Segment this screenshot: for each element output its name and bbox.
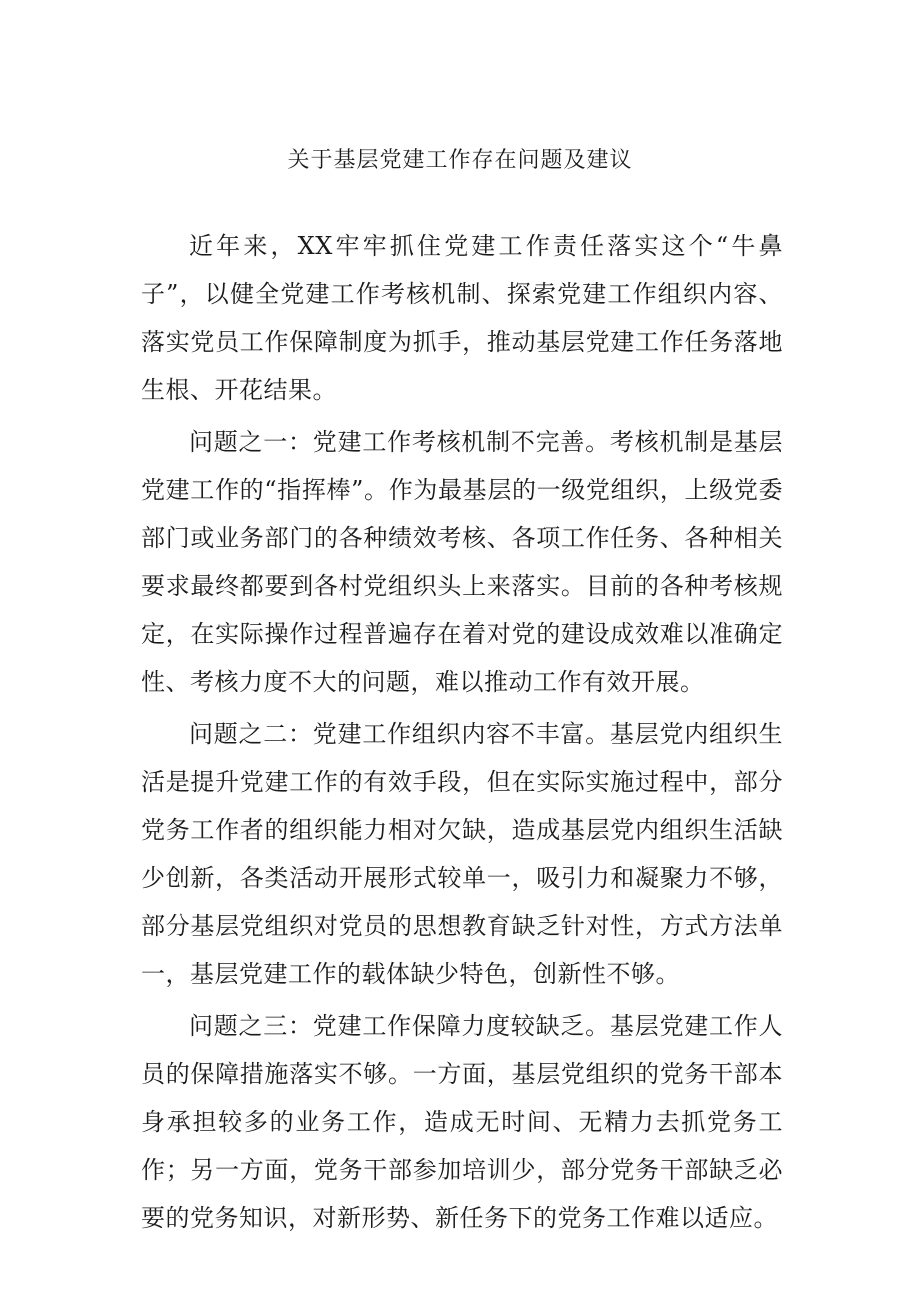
document-body [141,222,783,1246]
paragraph-problem-1: 问题之一：党建工作考核机制不完善。考核机制是基层党建工作的“指挥棒”。作为最基层的一级党组织，上级党委部门或业务部门的各种绩效考核、各项工作任务、各种相关要求最终都要到各村党组织头上来落实。目前的各种考核规定，在实际操作过程普遍存在着对党的建设成效难以准确定性、考核力度不大的问题，难以推动工作有效开展。 [141,428,783,696]
paragraph-problem-2: 问题之二：党建工作组织内容不丰富。基层党内组织生活是提升党建工作的有效手段，但在实际实施过程中，部分党务工作者的组织能力相对欠缺，造成基层党内组织生活缺少创新，各类活动开展形式较单一，吸引力和凝聚力不够，部分基层党组织对党员的思想教育缺乏针对性，方式方法单一，基层党建工作的载体缺少特色，创新性不够。 [141,720,783,988]
document-title: 关于基层党建工作存在问题及建议 [287,148,633,173]
paragraph-problem-3: 问题之三：党建工作保障力度较缺乏。基层党建工作人员的保障措施落实不够。一方面，基层党组织的党务干部本身承担较多的业务工作，造成无时间、无精力去抓党务工作；另一方面，党务干部参加培训少，部分党务干部缺乏必要的党务知识，对新形势、新任务下的党务工作难以适应。 [141,1012,783,1232]
paragraph-intro: 近年来，XX牢牢抓住党建工作责任落实这个“牛鼻子”，以健全党建工作考核机制、探索党建工作组织内容、落实党员工作保障制度为抓手，推动基层党建工作任务落地生根、开花结果。 [141,232,783,404]
